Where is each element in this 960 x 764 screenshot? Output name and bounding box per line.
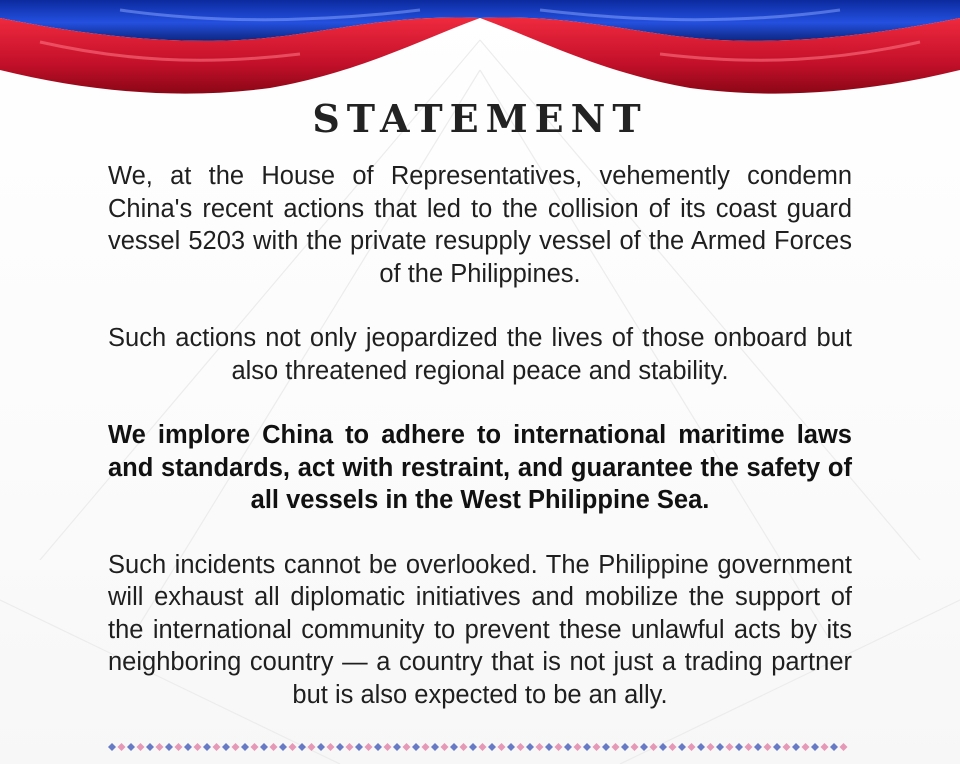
divider-diamond [279,743,287,751]
divider-diamond [498,743,506,751]
divider-diamond [840,743,848,751]
divider-diamond [184,743,192,751]
divider-diamond [336,743,344,751]
statement-title: STATEMENT [312,96,648,141]
divider-diamond [450,743,458,751]
divider-diamond [621,743,629,751]
divider-diamond [707,743,715,751]
divider-diamond [783,743,791,751]
divider-diamond [118,743,126,751]
divider-diamond [346,743,354,751]
divider-diamond [574,743,582,751]
divider-diamond [716,743,724,751]
divider-diamond [545,743,553,751]
divider-diamond [593,743,601,751]
divider-diamond [678,743,686,751]
divider-diamond [137,743,145,751]
divider-diamond [469,743,477,751]
divider-diamond [602,743,610,751]
divider-diamond [412,743,420,751]
divider-diamond [384,743,392,751]
divider-diamond [146,743,154,751]
divider-diamond [203,743,211,751]
divider-diamond [232,743,240,751]
divider-diamond [241,743,249,751]
divider-diamond [488,743,496,751]
diamond-divider [108,742,854,752]
divider-diamond [308,743,316,751]
paragraph-diplomatic: Such incidents cannot be overlooked. The Philippine government will exhaust all diplomatic initiatives and mobilize the support of the international community to prevent these unlawful acts by its neighboring country — a country that is not just a trading partner but is also expected to be an ally. [108,550,852,709]
divider-diamond [754,743,762,751]
divider-diamond [773,743,781,751]
flag-drape [0,0,960,110]
divider-diamond [422,743,430,751]
divider-diamond [735,743,743,751]
divider-diamond [156,743,164,751]
divider-diamond [327,743,335,751]
divider-diamond [517,743,525,751]
divider-diamond [564,743,572,751]
divider-diamond [526,743,534,751]
divider-diamond [175,743,183,751]
divider-diamond [555,743,563,751]
divider-diamond [612,743,620,751]
divider-diamond [403,743,411,751]
divider-diamond [479,743,487,751]
divider-diamond [688,743,696,751]
divider-diamond [365,743,373,751]
divider-diamond [583,743,591,751]
divider-diamond [697,743,705,751]
divider-diamond [270,743,278,751]
divider-diamond [298,743,306,751]
divider-diamond [194,743,202,751]
divider-diamond [792,743,800,751]
divider-diamond [726,743,734,751]
divider-diamond [431,743,439,751]
divider-diamond [393,743,401,751]
divider-diamond [222,743,230,751]
divider-diamond [213,743,221,751]
statement-body [108,160,852,743]
divider-diamond [821,743,829,751]
divider-diamond [631,743,639,751]
divider-diamond [745,743,753,751]
paragraph-implore: We implore China to adhere to international maritime laws and standards, act with restraint, and guarantee the safety of all vessels in the West Philippine Sea. [108,421,852,514]
divider-diamond [460,743,468,751]
divider-diamond [165,743,173,751]
paragraph-jeopardy: Such actions not only jeopardized the lives of those onboard but also threatened regional peace and stability. [108,324,852,385]
divider-diamond [669,743,677,751]
divider-diamond [260,743,268,751]
divider-diamond [289,743,297,751]
divider-diamond [764,743,772,751]
divider-diamond [802,743,810,751]
divider-diamond [127,743,135,751]
divider-diamond [108,743,116,751]
divider-diamond [536,743,544,751]
divider-diamond [355,743,363,751]
divider-diamond [830,743,838,751]
divider-diamond [441,743,449,751]
divider-diamond [251,743,259,751]
divider-diamond [650,743,658,751]
divider-diamond [811,743,819,751]
divider-diamond [640,743,648,751]
divider-diamond [659,743,667,751]
divider-diamond [507,743,515,751]
paragraph-condemnation: We, at the House of Representatives, vehemently condemn China's recent actions that led to the collision of its coast guard vessel 5203 with the private resupply vessel of the Armed Forces of the Philippines. [108,162,852,288]
divider-diamond [374,743,382,751]
divider-diamond [317,743,325,751]
